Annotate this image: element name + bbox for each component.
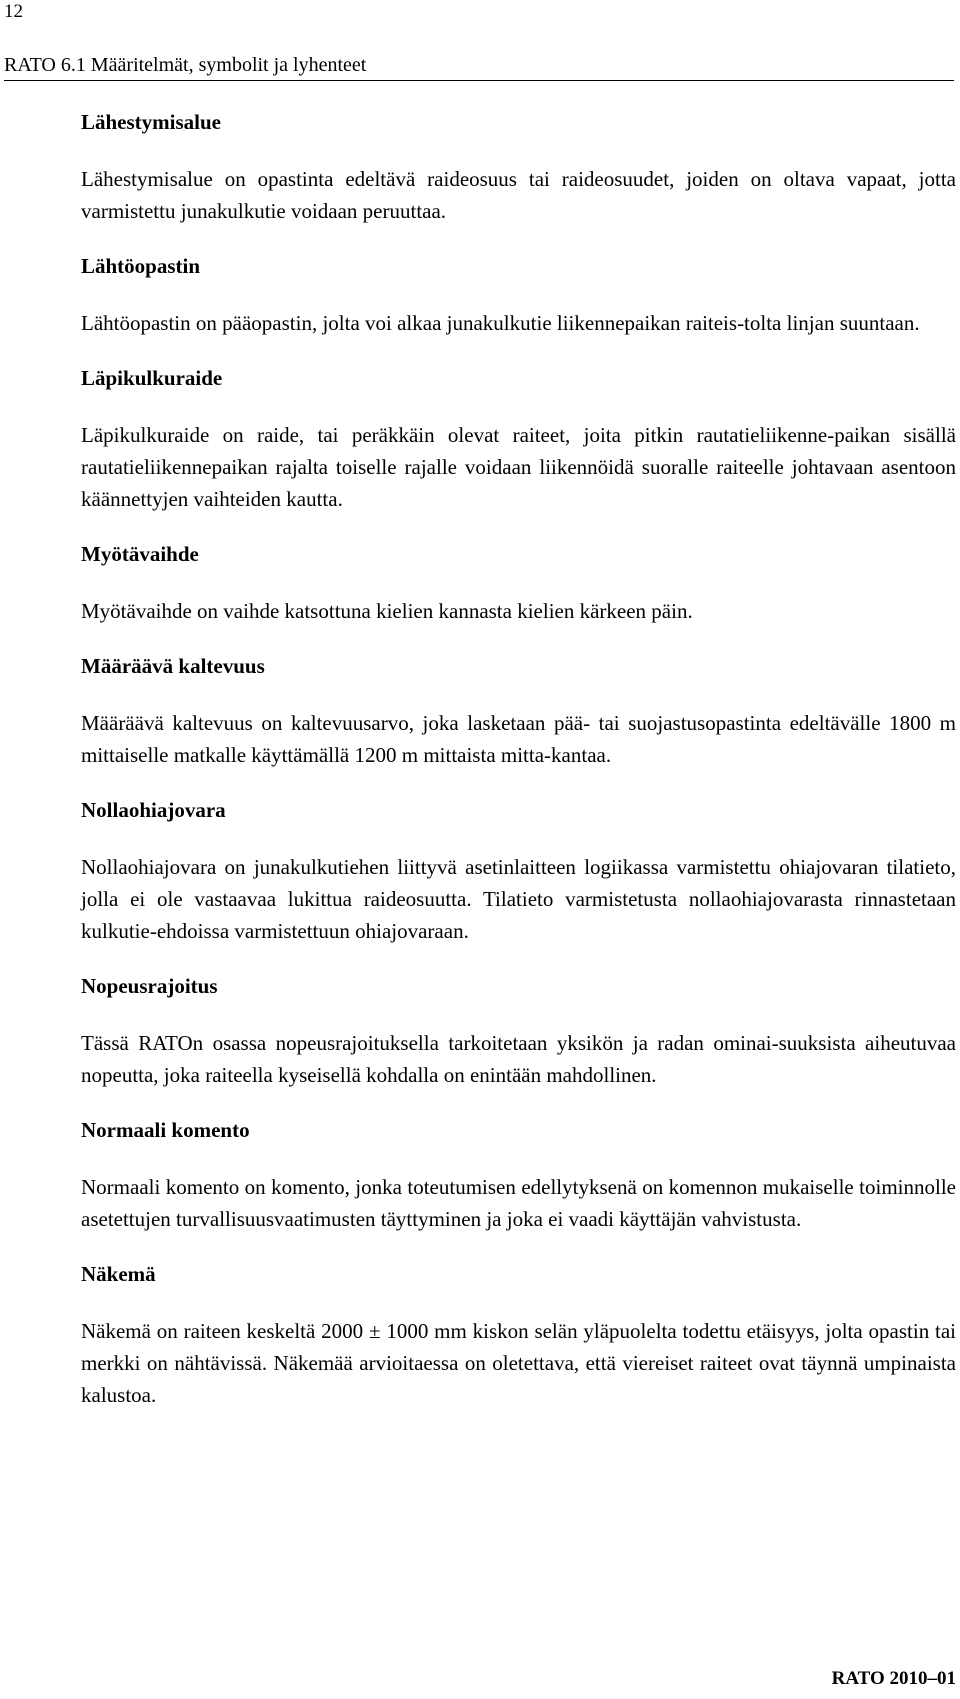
definition-body: Tässä RATOn osassa nopeusrajoituksella tarkoitetaan yksikön ja radan ominai-suuksista aiheutuvaa nopeutta, joka raiteella kyseisellä kohdalla on enintään mahdollinen. <box>81 1031 956 1087</box>
definition-body: Lähestymisalue on opastinta edeltävä raideosuus tai raideosuudet, joiden on oltava vapaat, jotta varmistettu junakulkutie voidaan peruuttaa. <box>81 167 956 223</box>
definition-title: Näkemä <box>81 1262 156 1286</box>
definition-title: Nollaohiajovara <box>81 798 226 822</box>
definition-body: Määräävä kaltevuus on kaltevuusarvo, joka lasketaan pää- tai suojastusopastinta edeltävälle 1800 m mittaiselle matkalle käyttämällä 1200 m mittaista mitta-kantaa. <box>81 711 956 767</box>
definition-entry <box>81 1257 956 1411</box>
definition-entry <box>81 537 956 627</box>
definition-title: Lähtöopastin <box>81 254 201 278</box>
document-footer: RATO 2010–01 <box>831 1668 956 1689</box>
definition-title: Määräävä kaltevuus <box>81 654 265 678</box>
definition-entry <box>81 249 956 339</box>
definition-title: Myötävaihde <box>81 542 199 566</box>
definition-title: Läpikulkuraide <box>81 366 223 390</box>
definition-entry <box>81 969 956 1091</box>
definition-body: Normaali komento on komento, jonka toteutumisen edellytyksenä on komennon mukaiselle toiminnolle asetettujen turvallisuusvaatimusten täyttyminen ja joka ei vaadi käyttäjän vahvistusta. <box>81 1175 956 1231</box>
definition-title: Nopeusrajoitus <box>81 974 218 998</box>
definition-body: Läpikulkuraide on raide, tai peräkkäin olevat raiteet, joita pitkin rautatieliikenne-paikan sisällä rautatieliikennepaikan rajalta toiselle rajalle voidaan liikennöidä suoralle raiteelle johtavaan asentoon käännettyjen vaihteiden kautta. <box>81 423 956 511</box>
definition-body: Lähtöopastin on pääopastin, jolta voi alkaa junakulkutie liikennepaikan raiteis-tolta linjan suuntaan. <box>81 311 920 335</box>
definition-entry <box>81 105 956 227</box>
definition-title: Normaali komento <box>81 1118 250 1142</box>
definition-body: Näkemä on raiteen keskeltä 2000 ± 1000 mm kiskon selän yläpuolelta todettu etäisyys, jolta opastin tai merkki on nähtävissä. Näkemää arvioitaessa on oletettava, että viereiset raiteet ovat täynnä umpinaista kalustoa. <box>81 1319 956 1407</box>
definition-entry <box>81 1113 956 1235</box>
definition-title: Lähestymisalue <box>81 110 222 134</box>
definition-entry <box>81 361 956 515</box>
definition-entry <box>81 793 956 947</box>
running-header: RATO 6.1 Määritelmät, symbolit ja lyhenteet <box>4 52 954 81</box>
definition-entry <box>81 649 956 771</box>
definition-body: Myötävaihde on vaihde katsottuna kielien kannasta kielien kärkeen päin. <box>81 599 693 623</box>
definitions-list <box>81 105 956 1411</box>
page-number: 12 <box>4 1 23 22</box>
definition-body: Nollaohiajovara on junakulkutiehen liittyvä asetinlaitteen logiikassa varmistettu ohiajovaran tilatieto, jolla ei ole vastaavaa lukittua raideosuutta. Tilatieto varmistetusta nollaohiajovarasta rinnastetaan kulkutie-ehdoissa varmistettuun ohiajovaraan. <box>81 855 956 943</box>
